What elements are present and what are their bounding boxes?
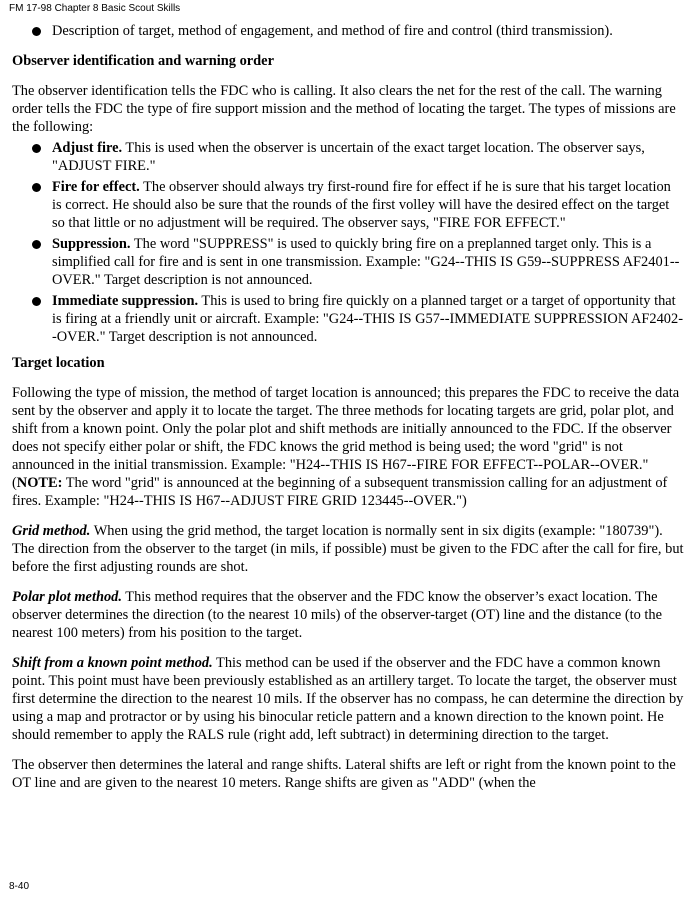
paragraph-polar-plot-method xyxy=(12,588,684,642)
list-item xyxy=(12,178,684,232)
list-item-text: The observer should always try first-round fire for effect if he is sure that his target location is correct. He should also be sure that the rounds of the first volley will have the desired effect on the target so that little or no adjustment will be required. The observer says, "FIRE FOR EFFECT." xyxy=(52,179,671,231)
list-item xyxy=(12,292,684,346)
paragraph-grid-method xyxy=(12,522,684,576)
list-item-term: Suppression. xyxy=(52,236,131,252)
note-label: NOTE: xyxy=(16,475,63,491)
bullet-icon xyxy=(32,183,41,192)
paragraph-text: This method requires that the observer and the FDC know the observer’s exact location. The observer determines the direction (to the nearest 10 mils) of the observer-target (OT) line and the distance (to the nearest 100 meters) from his position to the target. xyxy=(12,589,662,641)
transmission-list xyxy=(12,22,684,40)
list-item xyxy=(12,139,684,175)
paragraph-shift-method xyxy=(12,654,684,744)
paragraph-lateral-range-shifts: The observer then determines the lateral and range shifts. Lateral shifts are left or right from the known point to the OT line and are given to the nearest 10 meters. Range shifts are given as "ADD" (when the xyxy=(12,757,676,791)
list-item-term: Fire for effect. xyxy=(52,179,140,195)
mission-types-list xyxy=(12,139,684,346)
bullet-icon xyxy=(32,27,41,36)
section-heading-observer-identification: Observer identification and warning order xyxy=(12,53,274,69)
paragraph-text: Following the type of mission, the method of target location is announced; this prepares the FDC to receive the data sent by the observer and apply it to locate the target. The three methods for locating targets are grid, polar plot, and shift from a known point. Only the polar plot and shift methods are initially announced to the FDC. If the observer does not specify either polar or shift, the FDC knows the grid method is being used; the word "grid" is not announced in the initial transmission. Example: "H24--THIS IS H67--FIRE FOR EFFECT--POLAR--OVER." ( xyxy=(12,385,680,491)
section-heading-target-location: Target location xyxy=(12,355,105,371)
list-item-term: Immediate suppression. xyxy=(52,293,199,309)
paragraph-text: The word "grid" is announced at the beginning of a subsequent transmission calling for an adjustment of fires. Example: "H24--THIS IS H67--ADJUST FIRE GRID 123445--OVER.") xyxy=(12,475,668,509)
paragraph-text: When using the grid method, the target location is normally sent in six digits (example: "180739"). The direction from the observer to the target (in mils, if possible) must be given to the FDC after the call for fire, but before the first adjusting rounds are shot. xyxy=(12,523,684,575)
paragraph-text: This method can be used if the observer and the FDC have a common known point. This point must have been previously established as an artillery target. To locate the target, the observer must first determine the direction to the nearest 10 mils. If the observer has no compass, he can determine the direction by using a map and protractor or by using his binocular reticle pattern and a known direction to the known point. He should remember to apply the RALS rule (right add, left subtract) in determining direction to the target. xyxy=(12,655,684,743)
running-header: FM 17-98 Chapter 8 Basic Scout Skills xyxy=(9,3,181,14)
bullet-icon xyxy=(32,144,41,153)
list-item xyxy=(12,235,684,289)
page-content xyxy=(12,22,684,792)
paragraph-observer-intro: The observer identification tells the FDC who is calling. It also clears the net for the rest of the call. The warning order tells the FDC the type of fire support mission and the method of locating the target. The types of missions are the following: xyxy=(12,83,676,135)
list-item-text: This is used to bring fire quickly on a planned target or a target of opportunity that is firing at a friendly unit or aircraft. Example: "G24--THIS IS G57--IMMEDIATE SUPPRESSION AF2402--OVER." Target description is not announced. xyxy=(52,293,683,345)
polar-plot-method-term: Polar plot method. xyxy=(12,589,122,605)
page-number: 8-40 xyxy=(9,881,30,892)
list-item-text: The word "SUPPRESS" is used to quickly bring fire on a preplanned target only. This is a simplified call for fire and is sent in one transmission. Example: "G24--THIS IS G59--SUPPRESS AF2401--OVER." Target description is not announced. xyxy=(52,236,680,288)
list-item-text: This is used when the observer is uncertain of the exact target location. The observer says, "ADJUST FIRE." xyxy=(52,140,645,174)
list-item xyxy=(12,22,684,40)
list-item-term: Adjust fire. xyxy=(52,140,123,156)
shift-method-term: Shift from a known point method. xyxy=(12,655,213,671)
bullet-icon xyxy=(32,240,41,249)
grid-method-term: Grid method. xyxy=(12,523,91,539)
list-item-text: Description of target, method of engagement, and method of fire and control (third transmission). xyxy=(52,23,613,39)
paragraph-target-location xyxy=(12,384,684,510)
bullet-icon xyxy=(32,297,41,306)
